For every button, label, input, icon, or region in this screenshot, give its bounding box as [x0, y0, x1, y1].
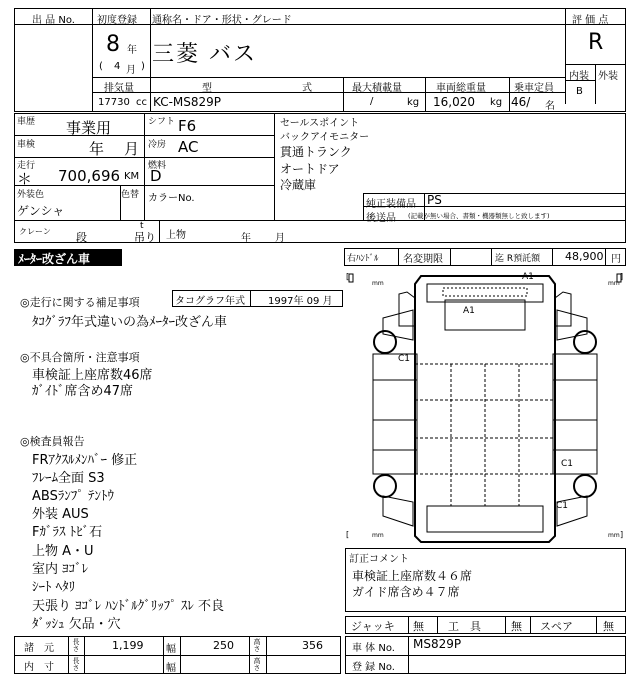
fuel-value: D: [150, 167, 162, 185]
spare-label: スペア: [540, 620, 573, 633]
recycle-label: 迄 R預託額: [495, 254, 541, 264]
capacity-label: 乗車定員: [514, 83, 554, 94]
tools-value: 無: [511, 620, 522, 633]
model-value: KC-MS829P: [153, 95, 222, 109]
month-bracket-close: ): [141, 61, 145, 72]
defect-line-1: 車検証上座席数46席: [32, 368, 153, 383]
chassis-label: 車 体 No.: [352, 643, 395, 654]
tachograph-value: 1997年 09 月: [268, 296, 333, 307]
width-label-inner: 幅: [166, 663, 176, 674]
inspector-line-9: 天張り ﾖｺﾞﾚ ﾊﾝﾄﾞﾙｸﾞﾘｯﾌﾟ ｽﾚ 不良: [32, 599, 225, 614]
inspector-line-6: 上物 A・U: [32, 544, 94, 559]
reg-label: 登 録 No.: [352, 662, 395, 673]
delivery-note: (記載が無い場合、書類・機器類無しと致します): [408, 212, 550, 220]
jack-label: ジャッキ: [351, 620, 395, 633]
color-no-label: 色替: [121, 190, 140, 200]
ac-value: AC: [178, 138, 199, 156]
mark-a1-top: A1: [522, 272, 534, 282]
model-label-2: 式: [302, 83, 312, 94]
equipment-value: PS: [427, 193, 442, 207]
max-load-value: /: [370, 96, 374, 107]
length-label-inner: 長さ: [72, 657, 80, 671]
mileage-prefix: ＊: [17, 170, 33, 188]
width-value: 250: [213, 639, 234, 652]
ac-label: 冷房: [148, 140, 167, 150]
model-label: 型: [202, 83, 212, 94]
color-no-label-2: カラーNo.: [148, 193, 195, 204]
interior-label: 内装: [569, 71, 589, 82]
max-load-label: 最大積載量: [352, 83, 402, 94]
color-value: ゲンシャ: [17, 204, 65, 218]
spare-value: 無: [603, 620, 614, 633]
interior-score: B: [576, 86, 583, 97]
mm-tl: mm: [372, 280, 384, 287]
crane-dan: 段: [76, 231, 87, 244]
crane-label: クレーン: [19, 227, 51, 236]
inspector-line-4: 外装 AUS: [32, 507, 89, 522]
length-label: 長さ: [72, 638, 80, 652]
vehicle-diagram: [343, 270, 628, 550]
eval-score: R: [588, 30, 604, 55]
inspection-label: 車検: [17, 140, 36, 150]
max-load-unit: kg: [407, 97, 420, 108]
tools-label: 工 具: [448, 620, 481, 633]
first-reg-label: 初度登録: [97, 15, 137, 26]
mileage-value: 700,696: [58, 167, 121, 185]
bracket-tr: ]: [620, 272, 624, 281]
year-unit: 年: [127, 45, 137, 56]
sales-points-label: セールスポイント: [280, 118, 360, 129]
width-label: 幅: [166, 644, 176, 655]
chassis-value: MS829P: [413, 637, 462, 651]
recycle-value: 48,900: [565, 250, 604, 263]
tachograph-label: タコグラフ年式: [175, 296, 245, 307]
year-value: 8: [106, 32, 120, 57]
mm-tr: mm: [608, 280, 620, 287]
height-value: 356: [302, 639, 323, 652]
sales-point-1: バックアイモニター: [280, 132, 370, 143]
inspector-line-1: FRｱｸｽﾙﾒﾝﾊﾞｰ 修正: [32, 453, 138, 468]
displacement-value: 17730: [98, 97, 130, 108]
displacement-unit: cc: [136, 97, 147, 108]
mileage-label: 走行: [17, 161, 36, 171]
bracket-bl: [: [346, 530, 350, 539]
mileage-unit: KM: [124, 171, 140, 182]
correction-title: 訂正コメント: [349, 554, 409, 565]
correction-line-1: 車検証上座席数４６席: [352, 569, 473, 583]
correction-line-2: ガイド席含め４７席: [352, 585, 460, 599]
recycle-unit: 円: [611, 254, 621, 265]
lot-no-label: 出 品 No.: [32, 15, 75, 26]
bracket-br: ]: [620, 530, 624, 539]
inspector-line-7: 室内 ﾖｺﾞﾚ: [32, 562, 89, 577]
mm-br: mm: [608, 532, 620, 539]
wheel-rear-left: [374, 475, 396, 497]
jack-value: 無: [413, 620, 424, 633]
upper-year: 年: [241, 233, 251, 244]
delivery-label: 後送品: [366, 213, 396, 224]
upper-month: 月: [275, 233, 285, 244]
wheel-rear-right: [574, 475, 596, 497]
month-unit: 月: [126, 65, 136, 76]
sales-point-3: オートドア: [280, 162, 340, 176]
crane-t: t: [140, 221, 144, 231]
color-label: 外装色: [17, 190, 45, 200]
dim-label-specs: 諸 元: [24, 643, 54, 654]
dim-label-inner: 内 寸: [24, 662, 54, 673]
height-label: 高さ: [253, 638, 261, 652]
height-label-inner: 高さ: [253, 657, 261, 671]
upper-label: 上物: [166, 230, 186, 241]
sales-point-2: 貫通トランク: [280, 145, 352, 159]
mark-c1-right: C1: [561, 459, 574, 469]
shift-value: F6: [178, 117, 197, 135]
mileage-note-title: ◎走行に関する補足事項: [20, 296, 140, 309]
vehicle-name: 三菱 バス: [152, 42, 257, 67]
sales-point-4: 冷蔵庫: [280, 178, 317, 192]
crane-hang: 吊り: [134, 231, 156, 244]
mm-bl: mm: [372, 532, 384, 539]
inspector-line-3: ABSﾗﾝﾌﾟ ﾃﾝﾄｳ: [32, 489, 114, 504]
defect-line-2: ｶﾞｲﾄﾞ席含め47席: [32, 384, 134, 399]
mark-c1-rear: C1: [556, 501, 569, 511]
mark-c1-left: C1: [398, 354, 411, 364]
equipment-label: 純正装備品: [366, 199, 416, 210]
type-label: 車歴: [17, 117, 36, 127]
weight-value: 16,020: [433, 95, 475, 109]
bracket-tl: [: [346, 272, 350, 281]
type-value: 事業用: [66, 119, 112, 137]
capacity-unit: 名: [545, 101, 555, 112]
exterior-label: 外装: [598, 71, 618, 82]
weight-unit: kg: [490, 97, 503, 108]
weight-label: 車両総重量: [436, 83, 486, 94]
month-bracket-open: (: [99, 61, 103, 72]
inspector-line-10: ﾀﾞｯｼｭ 欠品・穴: [32, 617, 121, 632]
inspector-title: ◎検査員報告: [20, 435, 85, 448]
inspector-line-8: ｼｰﾄ ﾍﾀﾘ: [32, 580, 76, 595]
inspector-line-5: Fｶﾞﾗｽ ﾄﾋﾞ石: [32, 525, 103, 540]
name-change-label: 名変期限: [403, 254, 443, 265]
eval-label: 評 価 点: [572, 15, 609, 26]
mileage-note-text: ﾀｺｸﾞﾗﾌ年式違いの為ﾒｰﾀｰ改ざん車: [32, 315, 228, 330]
shift-label: シフト: [148, 117, 176, 127]
front-windshield: [427, 284, 543, 302]
vehicle-name-label: 通称名・ドア・形状・グレード: [152, 15, 292, 26]
length-value: 1,199: [112, 639, 144, 652]
inspector-line-2: ﾌﾚｰﾑ全面 S3: [32, 471, 105, 486]
inspection-year: 年: [89, 140, 105, 158]
displacement-label: 排気量: [104, 83, 134, 94]
meter-tampered-text: ﾒｰﾀｰ改ざん車: [18, 252, 91, 266]
defect-title: ◎不具合箇所・注意事項: [20, 351, 140, 364]
capacity-value: 46/: [511, 95, 531, 109]
inspection-month: 月: [124, 140, 140, 158]
fuel-label: 燃料: [148, 161, 167, 171]
handle-label: 右ﾊﾝﾄﾞﾙ: [347, 254, 379, 264]
mark-a1-inner: A1: [463, 306, 475, 316]
month-value: 4: [114, 61, 121, 72]
